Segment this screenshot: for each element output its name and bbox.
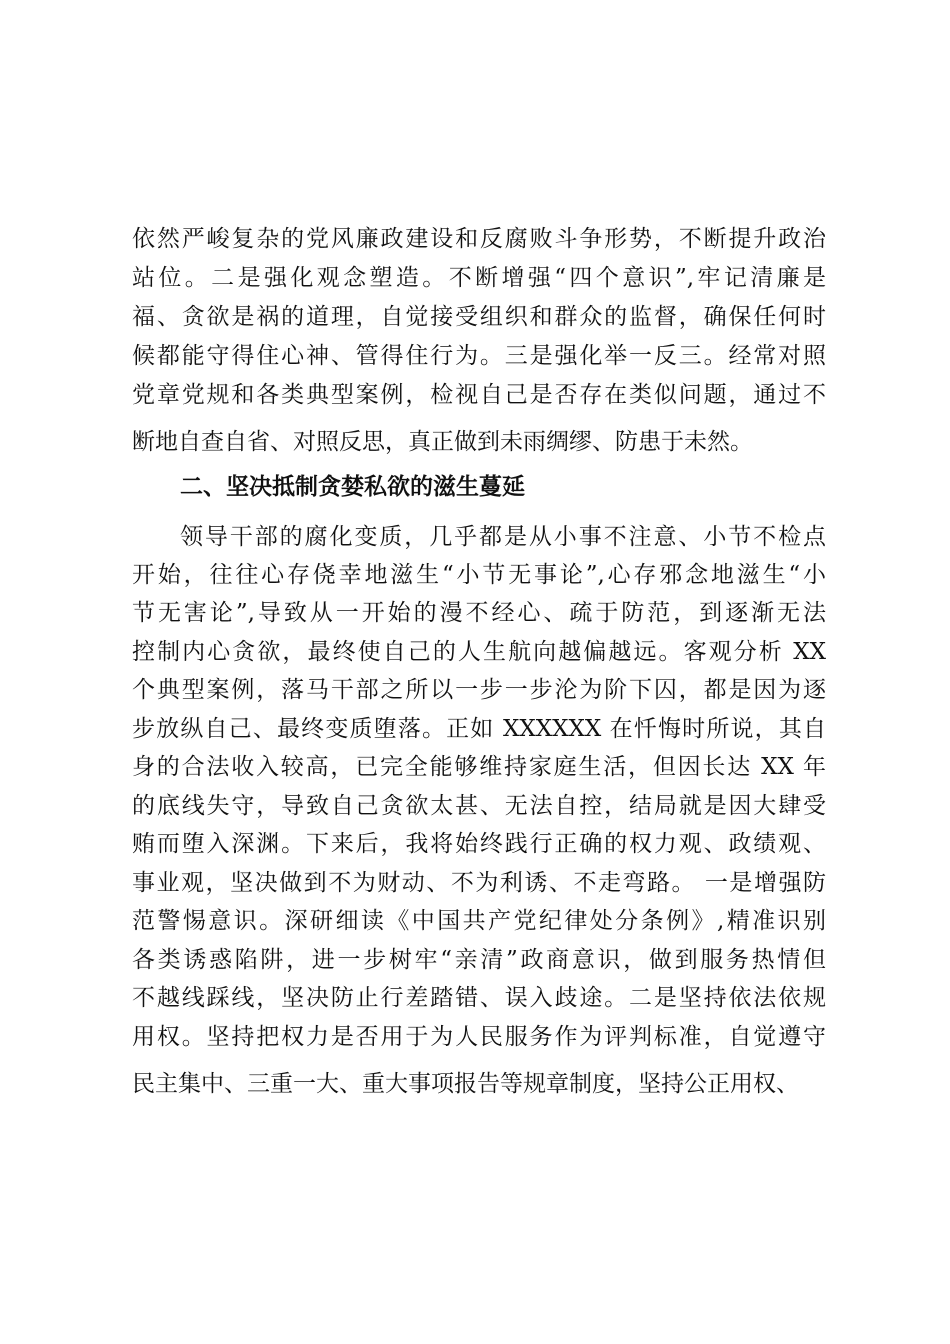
section-heading: 二、坚决抵制贪婪私欲的滋生蔓延 (180, 474, 525, 500)
body-text-line: 控制内心贪欲，最终使自己的人生航向越偏越远。客观分析 XX (132, 639, 826, 665)
body-text-line: 的底线失守，导致自己贪欲太甚、无法自控，结局就是因大肆受 (132, 793, 826, 819)
body-text-line: 候都能守得住心神、管得住行为。三是强化举一反三。经常对照 (132, 343, 826, 369)
body-text-line: 步放纵自己、最终变质堕落。正如 XXXXXX 在忏悔时所说，其自 (132, 716, 826, 742)
body-text-line: 个典型案例，落马干部之所以一步一步沦为阶下囚，都是因为逐 (132, 677, 826, 703)
body-text-line: 范警惕意识。深研细读《中国共产党纪律处分条例》,精准识别 (132, 908, 826, 934)
body-text-line: 福、贪欲是祸的道理，自觉接受组织和群众的监督，确保任何时 (132, 304, 826, 330)
body-text-line: 用权。坚持把权力是否用于为人民服务作为评判标准，自觉遵守 (132, 1024, 826, 1050)
body-text-line: 断地自查自省、对照反思，真正做到未雨绸缪、防患于未然。 (132, 429, 753, 455)
body-text-line: 民主集中、三重一大、重大事项报告等规章制度，坚持公正用权、 (132, 1071, 799, 1097)
body-text-line: 身的合法收入较高，已完全能够维持家庭生活，但因长达 XX 年 (132, 754, 826, 780)
body-text-line: 事业观，坚决做到不为财动、不为利诱、不走弯路。 一是增强防 (132, 870, 826, 896)
body-text-line: 领导干部的腐化变质，几乎都是从小事不注意、小节不检点 (180, 524, 826, 550)
body-text-line: 党章党规和各类典型案例，检视自己是否存在类似问题，通过不 (132, 382, 826, 408)
body-text-line: 节无害论”,导致从一开始的漫不经心、疏于防范，到逐渐无法 (132, 600, 826, 626)
body-text-line: 各类诱惑陷阱，进一步树牢“亲清”政商意识，做到服务热情但 (132, 947, 826, 973)
body-text-line: 不越线踩线，坚决防止行差踏错、误入歧途。二是坚持依法依规 (132, 985, 826, 1011)
body-text-line: 站位。二是强化观念塑造。不断增强“四个意识”,牢记清廉是 (132, 265, 826, 291)
body-text-line: 开始，往往心存侥幸地滋生“小节无事论”,心存邪念地滋生“小 (132, 562, 826, 588)
body-text-line: 依然严峻复杂的党风廉政建设和反腐败斗争形势，不断提升政治 (132, 226, 826, 252)
body-text-line: 贿而堕入深渊。下来后，我将始终践行正确的权力观、政绩观、 (132, 831, 826, 857)
